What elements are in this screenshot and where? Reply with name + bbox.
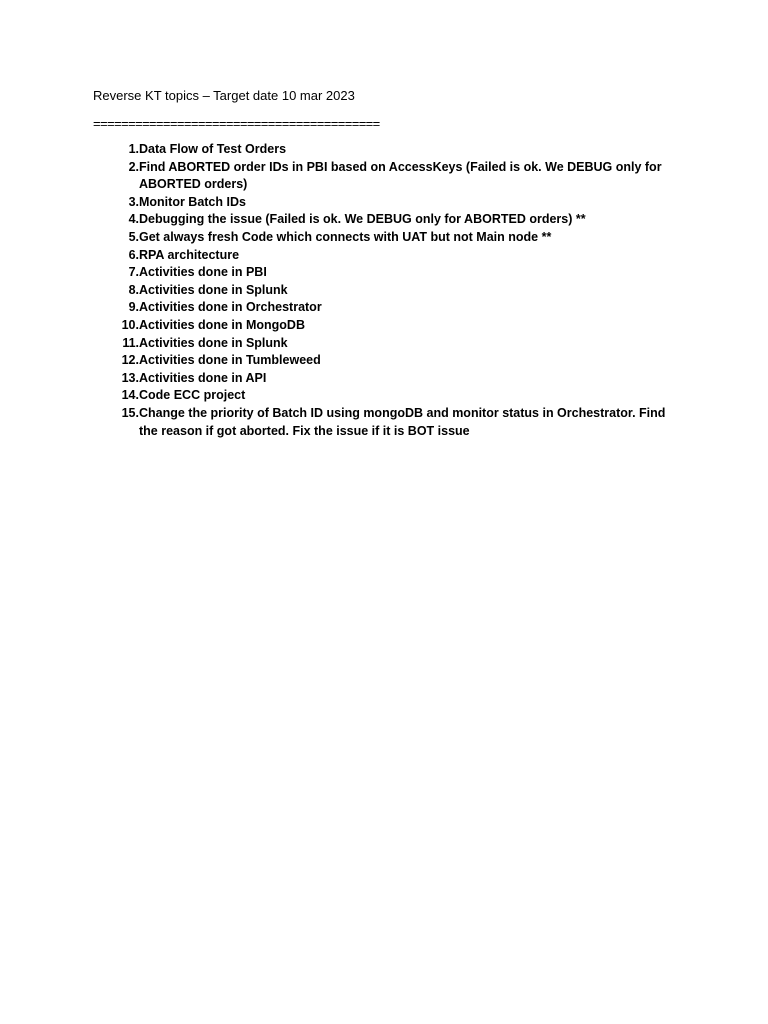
item-text: Monitor Batch IDs	[139, 194, 246, 209]
item-number: 9.	[128, 300, 139, 315]
item-text: Activities done in MongoDB	[139, 317, 305, 332]
item-number: 1.	[128, 142, 139, 156]
list-item	[93, 264, 683, 282]
separator-line: =========================================	[93, 116, 380, 131]
item-text: Get always fresh Code which connects with UAT but not Main node **	[139, 229, 552, 244]
item-text: Activities done in Tumbleweed	[139, 353, 321, 368]
list-item	[93, 141, 683, 159]
list-item	[93, 335, 683, 353]
list-item	[93, 352, 683, 370]
item-number: 11.	[122, 335, 139, 350]
item-text: Data Flow of Test Orders	[139, 142, 287, 156]
item-text: Change the priority of Batch ID using mongoDB and monitor status in Orchestrator. Find the reason if got aborted. Fix the issue if it is BOT issue	[139, 405, 666, 438]
item-number: 13.	[121, 370, 139, 385]
list-item	[93, 247, 683, 265]
list-item	[93, 370, 683, 388]
item-number: 6.	[128, 247, 139, 262]
list-item	[93, 229, 683, 247]
item-text: Find ABORTED order IDs in PBI based on AccessKeys (Failed is ok. We DEBUG only for ABORTED orders)	[139, 159, 662, 192]
list-item	[93, 211, 683, 229]
item-number: 14.	[121, 388, 139, 403]
item-number: 5.	[128, 229, 139, 244]
topic-list	[93, 141, 683, 440]
item-number: 10.	[121, 317, 139, 332]
item-text: Activities done in PBI	[139, 265, 267, 280]
document-title: Reverse KT topics – Target date 10 mar 2023	[93, 88, 355, 103]
item-number: 8.	[128, 282, 139, 297]
item-text: Activities done in Splunk	[139, 335, 288, 350]
list-item	[93, 194, 683, 212]
item-number: 2.	[128, 159, 139, 174]
list-item	[93, 387, 683, 405]
item-number: 3.	[128, 194, 139, 209]
list-item	[93, 282, 683, 300]
item-number: 4.	[128, 212, 139, 227]
item-number: 7.	[128, 265, 139, 280]
list-item	[93, 405, 683, 440]
item-number: 12.	[121, 353, 139, 368]
item-text: Debugging the issue (Failed is ok. We DEBUG only for ABORTED orders) **	[139, 212, 586, 227]
list-item	[93, 299, 683, 317]
item-text: Activities done in Orchestrator	[139, 300, 322, 315]
list-item	[93, 159, 683, 194]
item-text: RPA architecture	[139, 247, 240, 262]
item-text: Activities done in Splunk	[139, 282, 288, 297]
list-item	[93, 317, 683, 335]
item-text: Code ECC project	[139, 388, 246, 403]
item-text: Activities done in API	[139, 370, 267, 385]
item-number: 15.	[121, 405, 139, 420]
